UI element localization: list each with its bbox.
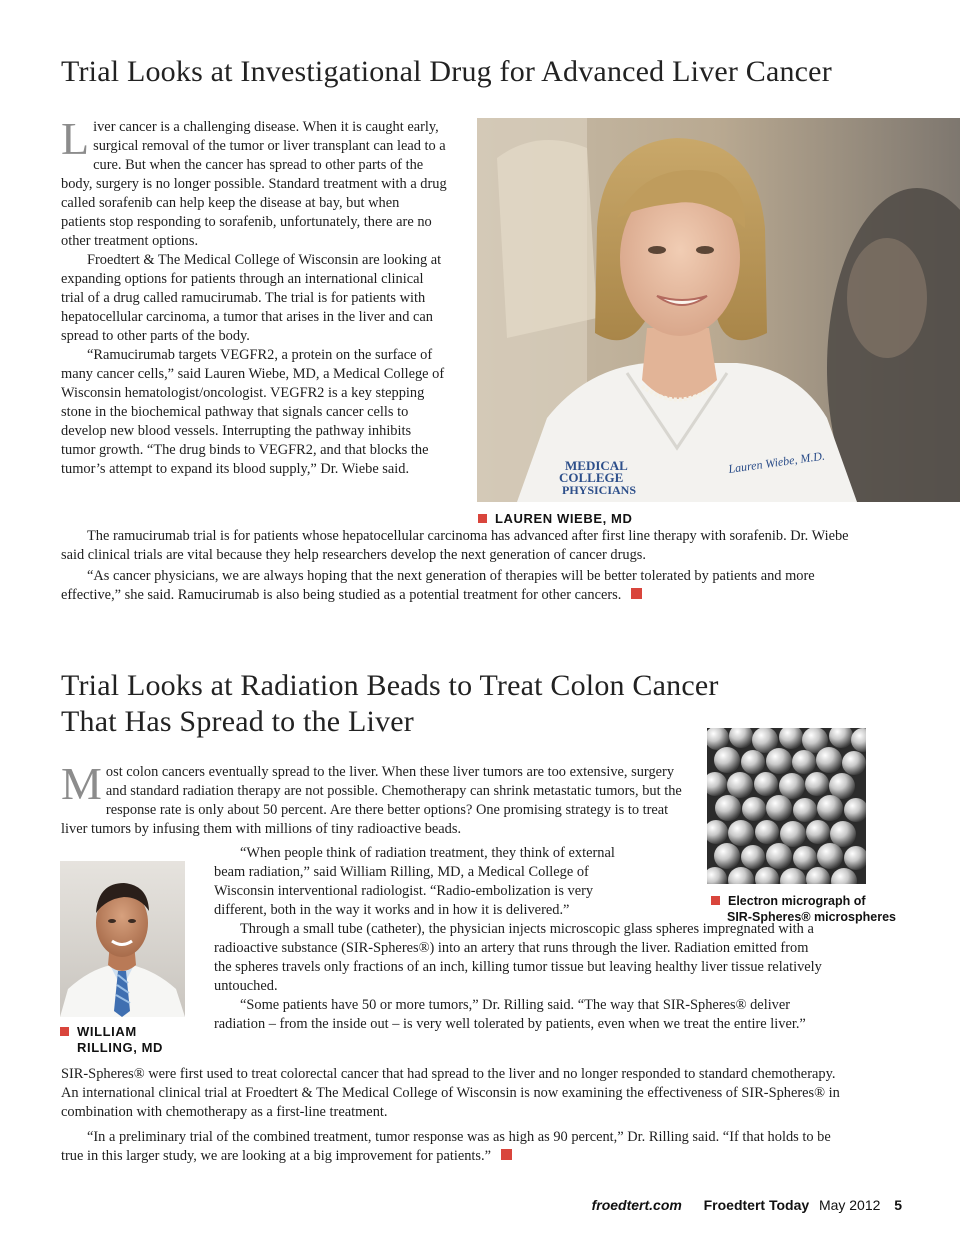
article2-paragraph-1: ost colon cancers eventually spread to the liver. When these liver tumors are too extensive, surgery and standard radiation therapy are not possible. Chemotherapy can shrink metastatic tumors, but the response rate is only about 50 percent. Are there better options? One promising strategy is to treat liver tumors by infusing them with millions of tiny radioactive beads.	[61, 764, 682, 837]
article1-paragraph-2: Froedtert & The Medical College of Wisconsin are looking at expanding options for patients through an international clinical trial of a drug called ramucirumab. The trial is for patients with hepatocellular carcinoma, a tumor that arises in the liver and can spread to other parts of the body.	[61, 252, 442, 344]
lauren-wiebe-caption	[478, 511, 632, 526]
micrograph-caption-line-1: Electron micrograph of	[728, 894, 866, 908]
lauren-wiebe-photo	[477, 118, 960, 502]
article1-paragraph-4: The ramucirumab trial is for patients whose hepatocellular carcinoma has advanced after first line therapy with sorafenib. Dr. Wiebe said clinical trials are vital because they help researchers develop the next generation of cancer drugs.	[61, 528, 849, 563]
end-square-icon	[631, 588, 642, 599]
coat-logo-line-3: PHYSICIANS	[562, 483, 637, 497]
article2-body-middle	[214, 844, 824, 1034]
coat-embroidered-name: Lauren Wiebe, M.D.	[727, 448, 826, 476]
caption-square-icon	[60, 1027, 69, 1036]
william-rilling-photo	[60, 861, 185, 1017]
lauren-wiebe-caption-text: LAUREN WIEBE, MD	[495, 511, 633, 526]
article2-paragraph-5: SIR-Spheres® were first used to treat colorectal cancer that had spread to the liver and no longer responded to standard chemotherapy. An international clinical trial at Froedtert & The Medical College of Wisconsin is now examining the effectiveness of SIR-Spheres® in combination with chemotherapy as a first-line treatment.	[61, 1066, 840, 1120]
article1-paragraph-5-wrap	[61, 567, 861, 605]
article1-title: Trial Looks at Investigational Drug for Advanced Liver Cancer	[61, 55, 832, 88]
article2-paragraph-4: “Some patients have 50 or more tumors,” Dr. Rilling said. “The way that SIR-Spheres® deliver radiation – from the inside out – is very well tolerated by patients, even when we treat the entire liver.”	[214, 997, 806, 1032]
coat-logo-line-2: COLLEGE	[559, 470, 624, 485]
article1-dropcap: L	[61, 113, 90, 164]
article2-paragraph-6-wrap	[61, 1128, 851, 1166]
rilling-caption-line-2: RILLING, MD	[77, 1040, 164, 1055]
article2-paragraph-6: “In a preliminary trial of the combined treatment, tumor response was as high as 90 percent,” Dr. Rilling said. “If that holds to be true in this larger study, we are looking at a big improvement for patients.”	[61, 1129, 831, 1164]
article2-paragraph-2: “When people think of radiation treatment, they think of external beam radiation,” said William Rilling, MD, a Medical College of Wisconsin interventional radiologist. “Radio-embolization is very different, both in the way it works and in how it is delivered.”	[214, 845, 615, 918]
article2-paragraph-3: Through a small tube (catheter), the physician injects microscopic glass spheres impregnated with a radioactive substance (SIR-Spheres®) into an artery that runs through the liver. Radiation emitted from the spheres travels only fractions of an inch, killing tumor tissue but leaving healthy liver tissue relatively untouched.	[214, 921, 822, 994]
article1-body-bottom	[61, 527, 861, 605]
footer-site: froedtert.com	[591, 1197, 682, 1213]
article2-dropcap: M	[61, 758, 102, 809]
coat-logo-line-1: MEDICAL	[565, 458, 628, 473]
article1-paragraph-3: “Ramucirumab targets VEGFR2, a protein on the surface of many cancer cells,” said Lauren Wiebe, MD, a Medical College of Wisconsin hematologist/oncologist. VEGFR2 is a key stepping stone in the biochemical pathway that signals cancer cells to develop new blood vessels. Interrupting the pathway inhibits tumor growth. “The drug binds to VEGFR2, and that blocks the tumor’s attempt to expand its blood supply,” Dr. Wiebe said.	[61, 347, 445, 477]
william-rilling-caption	[60, 1024, 163, 1056]
article1-body-top	[61, 113, 447, 479]
micrograph-caption-line-2: SIR-Spheres® microspheres	[727, 910, 896, 924]
article2-title-line-1: Trial Looks at Radiation Beads to Treat Colon Cancer	[61, 669, 719, 702]
article2-body-intro	[61, 758, 691, 839]
end-square-icon	[501, 1149, 512, 1160]
article1-paragraph-1: iver cancer is a challenging disease. When it is caught early, surgical removal of the tumor or liver transplant can lead to a cure. But when the cancer has spread to other parts of the body, surgery is no longer possible. Standard treatment with a drug called sorafenib can help keep the disease at bay, but when patients stop responding to sorafenib, unfortunately, there are no other treatment options.	[61, 119, 447, 249]
footer-publication: Froedtert Today	[703, 1197, 810, 1213]
article2-body-bottom	[61, 1065, 851, 1166]
page-footer	[592, 1197, 902, 1213]
footer-date: May 2012	[818, 1197, 881, 1213]
caption-square-icon	[478, 514, 487, 523]
article2-title-line-2: That Has Spread to the Liver	[61, 705, 414, 738]
article1-paragraph-5: “As cancer physicians, we are always hoping that the next generation of therapies will be better tolerated by patients and more effective,” she said. Ramucirumab is also being studied as a potential treatment for other cancers.	[61, 568, 815, 603]
rilling-caption-line-1: WILLIAM	[77, 1024, 137, 1039]
footer-page-number: 5	[894, 1197, 902, 1213]
